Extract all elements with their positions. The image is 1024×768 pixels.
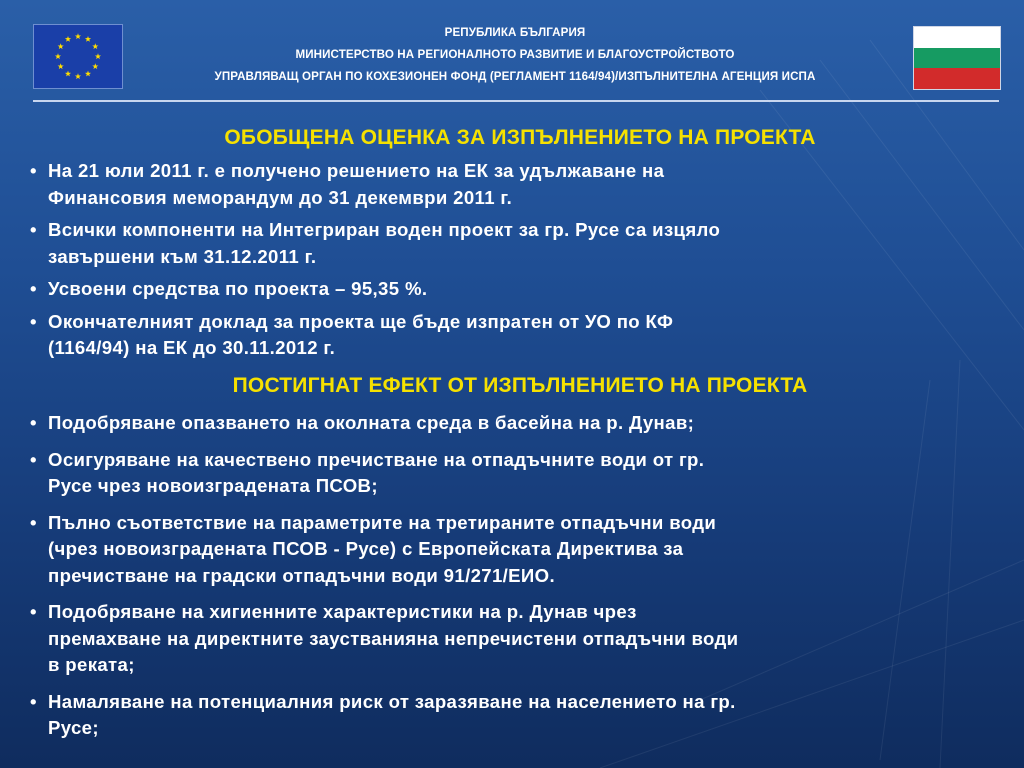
eu-flag-icon (33, 24, 123, 89)
header-ministry: МИНИСТЕРСТВО НА РЕГИОНАЛНОТО РАЗВИТИЕ И БЛАГОУСТРОЙСТВОТО (295, 48, 735, 61)
list-item: • Пълно съответствие на параметрите на третираните отпадъчни води (чрез новоизградената ПСОВ - Русе) с Европейската Директива за пречистване на градски отпадъчни води 91/271/ЕИО. (28, 510, 1003, 590)
header-managing-authority: УПРАВЛЯВАЩ ОРГАН ПО КОХЕЗИОНЕН ФОНД (РЕГЛАМЕНТ 1164/94)/ИЗПЪЛНИТЕЛНА АГЕНЦИЯ ИСПА (214, 70, 816, 83)
header (130, 22, 900, 88)
header-country: РЕПУБЛИКА БЪЛГАРИЯ (444, 26, 586, 39)
summary-bullet-list (28, 158, 1003, 368)
list-item: • Намаляване на потенциалния риск от заразяване на населението на гр. Русе; (28, 689, 1003, 742)
section-title-effect: ПОСТИГНАТ ЕФЕКТ ОТ ИЗПЪЛНЕНИЕТО НА ПРОЕКТА (232, 374, 808, 397)
list-item: • Осигуряване на качествено пречистване на отпадъчните води от гр. Русе чрез новоизградената ПСОВ; (28, 447, 1003, 500)
section-title-summary: ОБОБЩЕНА ОЦЕНКА ЗА ИЗПЪЛНЕНИЕТО НА ПРОЕКТА (224, 126, 816, 149)
list-item: • Подобряване опазването на околната среда в басейна на р. Дунав; (28, 410, 1003, 437)
effect-bullet-list (28, 410, 1003, 752)
list-item: • Усвоени средства по проекта – 95,35 %. (28, 276, 1003, 303)
header-divider (33, 100, 999, 102)
list-item: • Всички компоненти на Интегриран воден проект за гр. Русе са изцяло завършени към 31.12.2011 г. (28, 217, 1003, 270)
bulgaria-flag-icon (913, 26, 1001, 90)
list-item: • Подобряване на хигиенните характеристики на р. Дунав чрез премахване на директните заустванияна непречистени отпадъчни води в реката; (28, 599, 1003, 679)
list-item: • Окончателният доклад за проекта ще бъде изпратен от УО по КФ (1164/94) на ЕК до 30.11.2012 г. (28, 309, 1003, 362)
list-item: • На 21 юли 2011 г. е получено решението на ЕК за удължаване на Финансовия меморандум до 31 декември 2011 г. (28, 158, 1003, 211)
